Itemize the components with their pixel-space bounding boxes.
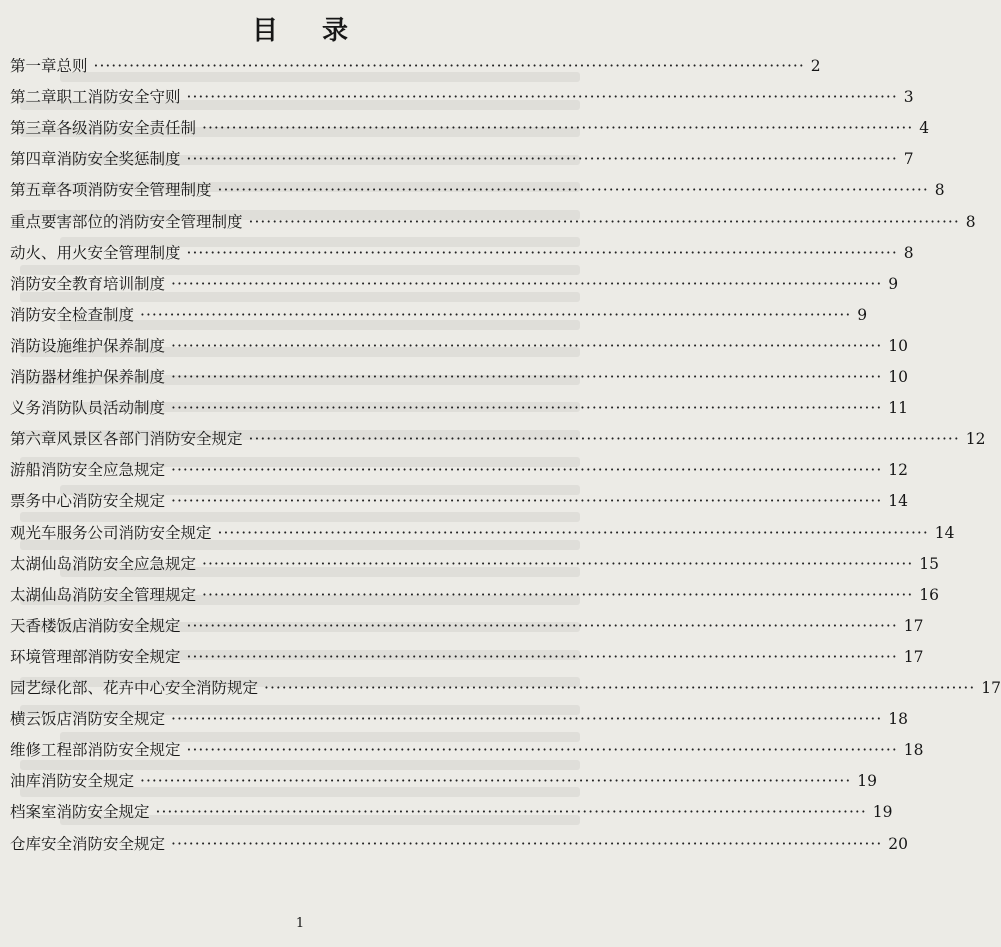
toc-entry-label: 太湖仙岛消防安全管理规定 [10, 585, 197, 604]
toc-entry-label: 油库消防安全规定 [10, 772, 135, 791]
toc-page-number: 18 [888, 710, 908, 729]
toc-leader-dots: ························································································································ [171, 710, 883, 729]
toc-leader-dots: ························································································································ [140, 305, 852, 324]
toc-entry [0, 800, 893, 824]
toc-entry [0, 707, 908, 731]
toc-chapter-number: 第四章 [10, 150, 57, 169]
toc-page-number: 9 [888, 274, 899, 293]
toc-entry [0, 178, 945, 202]
toc-entry [0, 272, 899, 296]
toc-page-number: 10 [888, 336, 908, 355]
toc-page-number: 8 [965, 212, 976, 231]
toc-entry [0, 676, 1001, 700]
toc-page-number: 16 [919, 585, 939, 604]
toc-entry-label: 职工消防安全守则 [56, 88, 181, 107]
toc-entry [0, 54, 821, 78]
toc-leader-dots: ························································································································ [186, 150, 898, 169]
page-number: 1 [295, 916, 305, 931]
toc-entry [0, 645, 924, 669]
toc-chapter-number: 第一章 [10, 57, 57, 75]
toc-page-number: 9 [857, 305, 868, 324]
toc-entry-label: 消防设施维护保养制度 [10, 336, 166, 355]
toc-chapter-number: 第五章 [10, 181, 57, 200]
toc-entry-label: 档案室消防安全规定 [10, 803, 150, 822]
toc-leader-dots: ························································································································ [171, 461, 883, 480]
toc-page-number: 4 [919, 119, 930, 138]
toc-leader-dots: ························································································································ [171, 274, 883, 293]
toc-entry [0, 738, 924, 762]
toc-entry [0, 521, 955, 545]
toc-entry [0, 427, 986, 451]
toc-page-number: 20 [888, 834, 908, 853]
toc-entry-label: 仓库安全消防安全规定 [10, 834, 166, 853]
toc-leader-dots: ························································································································ [171, 399, 883, 418]
toc-page-number: 18 [903, 741, 924, 760]
toc-page-number: 2 [810, 57, 821, 75]
title-char-2: 录 [322, 16, 349, 46]
toc-entry [0, 116, 930, 140]
toc-entry-label: 动火、用火安全管理制度 [10, 243, 181, 262]
toc-leader-dots: ························································································································ [171, 336, 883, 355]
toc-page-number: 12 [965, 430, 986, 449]
toc-chapter-number: 第三章 [10, 119, 57, 138]
toc-page-number: 14 [934, 523, 955, 542]
toc-page-number: 3 [903, 88, 914, 107]
toc-leader-dots: ························································································································ [93, 57, 805, 75]
toc-leader-dots: ························································································································ [140, 772, 852, 791]
toc-entry-label: 风景区各部门消防安全规定 [56, 430, 243, 449]
toc-entry-label: 横云饭店消防安全规定 [10, 710, 166, 729]
toc-entry-label: 义务消防队员活动制度 [10, 399, 166, 418]
toc-page-number: 11 [888, 399, 908, 418]
toc-leader-dots: ························································································································ [171, 492, 883, 511]
toc-leader-dots: ························································································································ [186, 88, 898, 107]
toc-leader-dots: ························································································································ [248, 430, 960, 449]
toc-entry [0, 303, 868, 327]
toc-leader-dots: ························································································································ [248, 212, 960, 231]
toc-page-number: 8 [903, 243, 914, 262]
toc-entry-label: 各级消防安全责任制 [56, 119, 197, 138]
toc-page-number: 10 [888, 368, 908, 386]
toc-entry [0, 769, 877, 793]
title-char-1: 目 [251, 16, 278, 46]
toc-entry-label: 消防安全检查制度 [10, 305, 135, 324]
toc-page-number: 14 [888, 492, 908, 511]
toc-entry-label: 各项消防安全管理制度 [56, 181, 212, 200]
toc-chapter-number: 第二章 [10, 88, 57, 107]
toc-leader-dots: ························································································································ [186, 647, 898, 666]
toc-entry [0, 458, 908, 482]
toc-entry-label: 太湖仙岛消防安全应急规定 [10, 554, 197, 573]
toc-entry [0, 85, 914, 109]
toc-entry-label: 环境管理部消防安全规定 [10, 647, 181, 666]
toc-entry [0, 614, 924, 638]
toc-entry [0, 210, 976, 234]
toc-page-number: 12 [888, 461, 908, 480]
toc-entry-label: 天香楼饭店消防安全规定 [10, 616, 181, 635]
toc-leader-dots: ························································································································ [202, 554, 914, 573]
toc-leader-dots: ························································································································ [202, 119, 914, 138]
toc-entry-label: 维修工程部消防安全规定 [10, 741, 181, 760]
toc-chapter-number: 第六章 [10, 430, 57, 449]
toc-entry [0, 334, 908, 358]
toc-page-number: 17 [903, 647, 924, 666]
toc-leader-dots: ························································································································ [217, 181, 929, 200]
toc-page-number: 8 [934, 181, 945, 200]
toc-leader-dots: ························································································································ [202, 585, 914, 604]
toc-leader-dots: ························································································································ [171, 368, 883, 386]
toc-entry-label: 游船消防安全应急规定 [10, 461, 166, 480]
toc-page-number: 19 [857, 772, 877, 791]
toc-page-number: 7 [903, 150, 914, 169]
toc-entry-label: 消防器材维护保养制度 [10, 368, 166, 386]
toc-entry-label: 观光车服务公司消防安全规定 [10, 523, 212, 542]
toc-entry-label: 总则 [56, 57, 88, 75]
toc-leader-dots: ························································································································ [186, 616, 898, 635]
toc-entry [0, 365, 908, 389]
toc-page-number: 17 [981, 679, 1001, 697]
toc-entry-label: 票务中心消防安全规定 [10, 492, 166, 511]
toc-entry [0, 832, 908, 856]
toc-leader-dots: ························································································································ [186, 243, 898, 262]
toc-leader-dots: ························································································································ [264, 679, 976, 697]
toc-entry [0, 147, 914, 171]
toc-entry-label: 重点要害部位的消防安全管理制度 [10, 212, 243, 231]
toc-entry-label: 园艺绿化部、花卉中心安全消防规定 [10, 679, 259, 697]
toc-leader-dots: ························································································································ [155, 803, 867, 822]
toc-entry [0, 583, 939, 607]
toc-entry [0, 241, 914, 265]
toc-entry-label: 消防安全教育培训制度 [10, 274, 166, 293]
toc-entry [0, 489, 908, 513]
toc-leader-dots: ························································································································ [217, 523, 929, 542]
toc-leader-dots: ························································································································ [171, 834, 883, 853]
toc-entry-label: 消防安全奖惩制度 [56, 150, 181, 169]
toc-entry [0, 552, 939, 576]
toc-entry [0, 396, 908, 420]
toc-page-number: 15 [919, 554, 939, 573]
toc-page-number: 17 [903, 616, 924, 635]
toc-leader-dots: ························································································································ [186, 741, 898, 760]
toc-page-number: 19 [872, 803, 893, 822]
